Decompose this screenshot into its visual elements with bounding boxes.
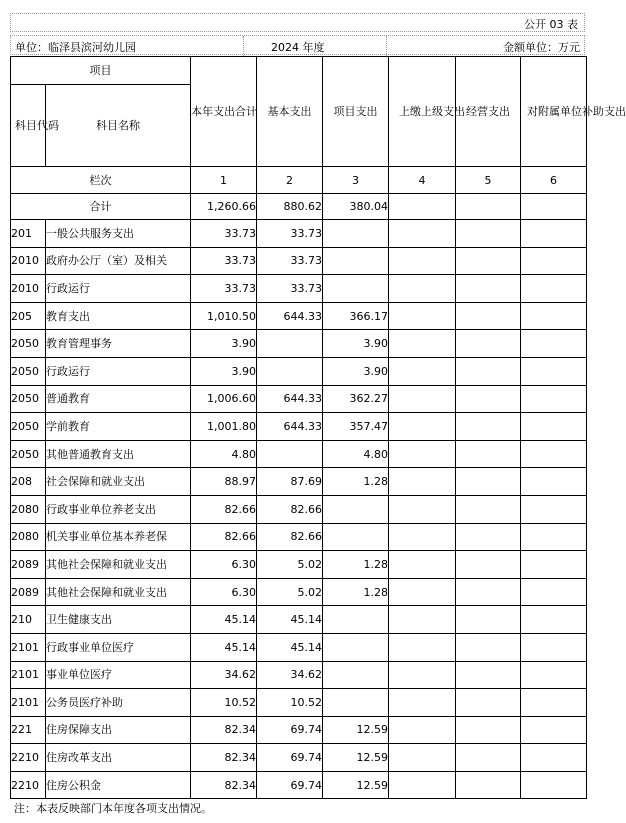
row-business: [456, 330, 521, 358]
basic-header: 基本支出: [257, 57, 323, 167]
row-basic: 10.52: [257, 689, 323, 717]
table-row: [11, 220, 587, 248]
row-total: 33.73: [191, 275, 257, 303]
row-subsidy: [521, 606, 587, 634]
row-business: [456, 220, 521, 248]
table-row: [11, 302, 587, 330]
row-name: 学前教育: [46, 413, 191, 441]
row-total: 88.97: [191, 468, 257, 496]
row-basic: 45.14: [257, 633, 323, 661]
row-business: [456, 413, 521, 441]
table-row: [11, 689, 587, 717]
table-row: [11, 440, 587, 468]
row-project: 366.17: [323, 302, 389, 330]
row-project: 1.28: [323, 468, 389, 496]
row-name: 教育管理事务: [46, 330, 191, 358]
row-total: 82.34: [191, 716, 257, 744]
row-upper: [389, 716, 456, 744]
row-name: 机关事业单位基本养老保: [46, 523, 191, 551]
row-total: 4.80: [191, 440, 257, 468]
table-row: [11, 468, 587, 496]
business-header: 经营支出: [456, 57, 521, 167]
row-code: 210: [11, 606, 46, 634]
row-project: [323, 661, 389, 689]
table-row: [11, 551, 587, 579]
row-business: [456, 606, 521, 634]
row-subsidy: [521, 413, 587, 441]
row-code: 2010: [11, 275, 46, 303]
expenditure-table: [10, 56, 626, 799]
row-business: [456, 302, 521, 330]
divider: [386, 36, 387, 56]
row-project: [323, 247, 389, 275]
row-total: 33.73: [191, 247, 257, 275]
row-code: 2050: [11, 413, 46, 441]
row-subsidy: [521, 468, 587, 496]
table-row: [11, 716, 587, 744]
total-header: 本年支出合计: [191, 57, 257, 167]
row-upper: [389, 220, 456, 248]
row-subsidy: [521, 330, 587, 358]
table-row: [11, 578, 587, 606]
row-name: 其他社会保障和就业支出: [46, 551, 191, 579]
row-total: 3.90: [191, 357, 257, 385]
row-project: 362.27: [323, 385, 389, 413]
row-project: [323, 523, 389, 551]
row-total: 45.14: [191, 606, 257, 634]
row-project: [323, 275, 389, 303]
row-code: 201: [11, 220, 46, 248]
row-basic: 34.62: [257, 661, 323, 689]
row-project: 3.90: [323, 330, 389, 358]
row-upper: [389, 606, 456, 634]
row-code: 2050: [11, 440, 46, 468]
row-name: 行政事业单位医疗: [46, 633, 191, 661]
row-code: 2050: [11, 357, 46, 385]
row-basic: [257, 330, 323, 358]
table-row: [11, 357, 587, 385]
row-subsidy: [521, 689, 587, 717]
row-code: 2080: [11, 523, 46, 551]
table-row: [11, 385, 587, 413]
total-row-label: 合计: [11, 194, 191, 220]
row-project: [323, 633, 389, 661]
row-code: 2101: [11, 661, 46, 689]
row-business: [456, 385, 521, 413]
row-code: 2050: [11, 385, 46, 413]
row-code: 2210: [11, 744, 46, 772]
unit-label: 单位：临泽县滨河幼儿园: [15, 41, 136, 54]
row-upper: [389, 633, 456, 661]
total-row-project: 380.04: [323, 194, 389, 220]
row-name: 其他普通教育支出: [46, 440, 191, 468]
row-code: 2210: [11, 771, 46, 799]
row-total: 82.66: [191, 495, 257, 523]
row-subsidy: [521, 661, 587, 689]
row-name: 住房保障支出: [46, 716, 191, 744]
column-index-number: 4: [389, 167, 456, 194]
row-basic: 82.66: [257, 523, 323, 551]
row-upper: [389, 413, 456, 441]
row-name: 教育支出: [46, 302, 191, 330]
row-project: [323, 495, 389, 523]
row-upper: [389, 495, 456, 523]
row-basic: 33.73: [257, 247, 323, 275]
row-name: 住房改革支出: [46, 744, 191, 772]
row-total: 45.14: [191, 633, 257, 661]
row-project: [323, 689, 389, 717]
row-project: 12.59: [323, 716, 389, 744]
row-project: 12.59: [323, 744, 389, 772]
total-row-basic: 880.62: [257, 194, 323, 220]
row-project: 3.90: [323, 357, 389, 385]
row-subsidy: [521, 633, 587, 661]
code-header: 科目代码: [11, 85, 46, 167]
row-total: 3.90: [191, 330, 257, 358]
row-business: [456, 578, 521, 606]
row-subsidy: [521, 578, 587, 606]
row-subsidy: [521, 357, 587, 385]
row-code: 208: [11, 468, 46, 496]
row-upper: [389, 523, 456, 551]
row-business: [456, 716, 521, 744]
row-business: [456, 551, 521, 579]
row-name: 行政运行: [46, 357, 191, 385]
row-code: 221: [11, 716, 46, 744]
row-upper: [389, 744, 456, 772]
row-subsidy: [521, 247, 587, 275]
row-name: 普通教育: [46, 385, 191, 413]
total-row-total: 1,260.66: [191, 194, 257, 220]
table-row: [11, 744, 587, 772]
column-index-label: 栏次: [11, 167, 191, 194]
row-name: 政府办公厅（室）及相关: [46, 247, 191, 275]
column-index-number: 3: [323, 167, 389, 194]
row-name: 卫生健康支出: [46, 606, 191, 634]
table-note: 注：本表反映部门本年度各项支出情况。: [14, 802, 212, 815]
row-total: 10.52: [191, 689, 257, 717]
row-subsidy: [521, 275, 587, 303]
row-project: 1.28: [323, 578, 389, 606]
row-project: 1.28: [323, 551, 389, 579]
row-project: 4.80: [323, 440, 389, 468]
row-upper: [389, 330, 456, 358]
row-upper: [389, 551, 456, 579]
row-basic: 644.33: [257, 385, 323, 413]
column-index-number: 1: [191, 167, 257, 194]
total-row-upper: [389, 194, 456, 220]
row-name: 行政事业单位养老支出: [46, 495, 191, 523]
row-basic: [257, 440, 323, 468]
row-name: 公务员医疗补助: [46, 689, 191, 717]
row-code: 2101: [11, 689, 46, 717]
row-subsidy: [521, 771, 587, 799]
upper-header: 上缴上级支出: [389, 57, 456, 167]
row-upper: [389, 771, 456, 799]
row-business: [456, 689, 521, 717]
form-code-box: [10, 13, 585, 32]
row-code: 2089: [11, 551, 46, 579]
item-header: 项目: [11, 57, 191, 85]
row-code: 2080: [11, 495, 46, 523]
row-upper: [389, 247, 456, 275]
row-name: 社会保障和就业支出: [46, 468, 191, 496]
row-basic: [257, 357, 323, 385]
row-business: [456, 771, 521, 799]
row-total: 82.66: [191, 523, 257, 551]
row-upper: [389, 275, 456, 303]
row-subsidy: [521, 495, 587, 523]
table-row: [11, 247, 587, 275]
row-business: [456, 275, 521, 303]
row-code: 2089: [11, 578, 46, 606]
table-row: [11, 275, 587, 303]
subsidy-header: 对附属单位补助支出: [521, 57, 587, 167]
row-project: 357.47: [323, 413, 389, 441]
row-basic: 644.33: [257, 413, 323, 441]
row-project: [323, 220, 389, 248]
project-header: 项目支出: [323, 57, 389, 167]
total-row-business: [456, 194, 521, 220]
row-business: [456, 468, 521, 496]
row-total: 33.73: [191, 220, 257, 248]
table-row: [11, 606, 587, 634]
row-total: 34.62: [191, 661, 257, 689]
table-row: [11, 633, 587, 661]
row-project: 12.59: [323, 771, 389, 799]
table-row: [11, 523, 587, 551]
name-header: 科目名称: [46, 85, 191, 167]
table-row: [11, 330, 587, 358]
row-business: [456, 633, 521, 661]
table-row: [11, 495, 587, 523]
column-index-number: 6: [521, 167, 587, 194]
row-subsidy: [521, 744, 587, 772]
row-subsidy: [521, 440, 587, 468]
row-business: [456, 523, 521, 551]
row-upper: [389, 578, 456, 606]
divider: [243, 36, 244, 56]
row-code: 205: [11, 302, 46, 330]
row-basic: 45.14: [257, 606, 323, 634]
row-business: [456, 495, 521, 523]
table-row: [11, 771, 587, 799]
row-basic: 87.69: [257, 468, 323, 496]
row-basic: 69.74: [257, 744, 323, 772]
row-code: 2101: [11, 633, 46, 661]
row-subsidy: [521, 302, 587, 330]
row-name: 事业单位医疗: [46, 661, 191, 689]
row-basic: 33.73: [257, 275, 323, 303]
row-upper: [389, 357, 456, 385]
row-basic: 33.73: [257, 220, 323, 248]
row-subsidy: [521, 220, 587, 248]
year-label: 2024 年度: [271, 41, 325, 54]
row-subsidy: [521, 385, 587, 413]
row-basic: 82.66: [257, 495, 323, 523]
row-basic: 69.74: [257, 716, 323, 744]
row-total: 1,001.80: [191, 413, 257, 441]
row-total: 1,010.50: [191, 302, 257, 330]
row-name: 住房公积金: [46, 771, 191, 799]
row-upper: [389, 689, 456, 717]
row-subsidy: [521, 551, 587, 579]
column-index-number: 2: [257, 167, 323, 194]
row-basic: 644.33: [257, 302, 323, 330]
row-total: 6.30: [191, 578, 257, 606]
row-business: [456, 357, 521, 385]
row-total: 1,006.60: [191, 385, 257, 413]
column-index-number: 5: [456, 167, 521, 194]
row-subsidy: [521, 523, 587, 551]
row-basic: 5.02: [257, 578, 323, 606]
row-subsidy: [521, 716, 587, 744]
row-name: 一般公共服务支出: [46, 220, 191, 248]
row-project: [323, 606, 389, 634]
row-total: 82.34: [191, 771, 257, 799]
row-upper: [389, 468, 456, 496]
table-row: [11, 413, 587, 441]
table-row: [11, 661, 587, 689]
row-total: 6.30: [191, 551, 257, 579]
row-name: 其他社会保障和就业支出: [46, 578, 191, 606]
row-basic: 5.02: [257, 551, 323, 579]
row-total: 82.34: [191, 744, 257, 772]
row-basic: 69.74: [257, 771, 323, 799]
row-code: 2050: [11, 330, 46, 358]
row-upper: [389, 385, 456, 413]
row-upper: [389, 661, 456, 689]
row-upper: [389, 302, 456, 330]
row-name: 行政运行: [46, 275, 191, 303]
row-business: [456, 744, 521, 772]
form-code: 公开 03 表: [524, 18, 578, 31]
row-business: [456, 440, 521, 468]
row-upper: [389, 440, 456, 468]
total-row-subsidy: [521, 194, 587, 220]
row-code: 2010: [11, 247, 46, 275]
row-business: [456, 661, 521, 689]
table-header-info: [10, 35, 585, 55]
row-business: [456, 247, 521, 275]
money-unit-label: 金额单位：万元: [503, 41, 580, 54]
